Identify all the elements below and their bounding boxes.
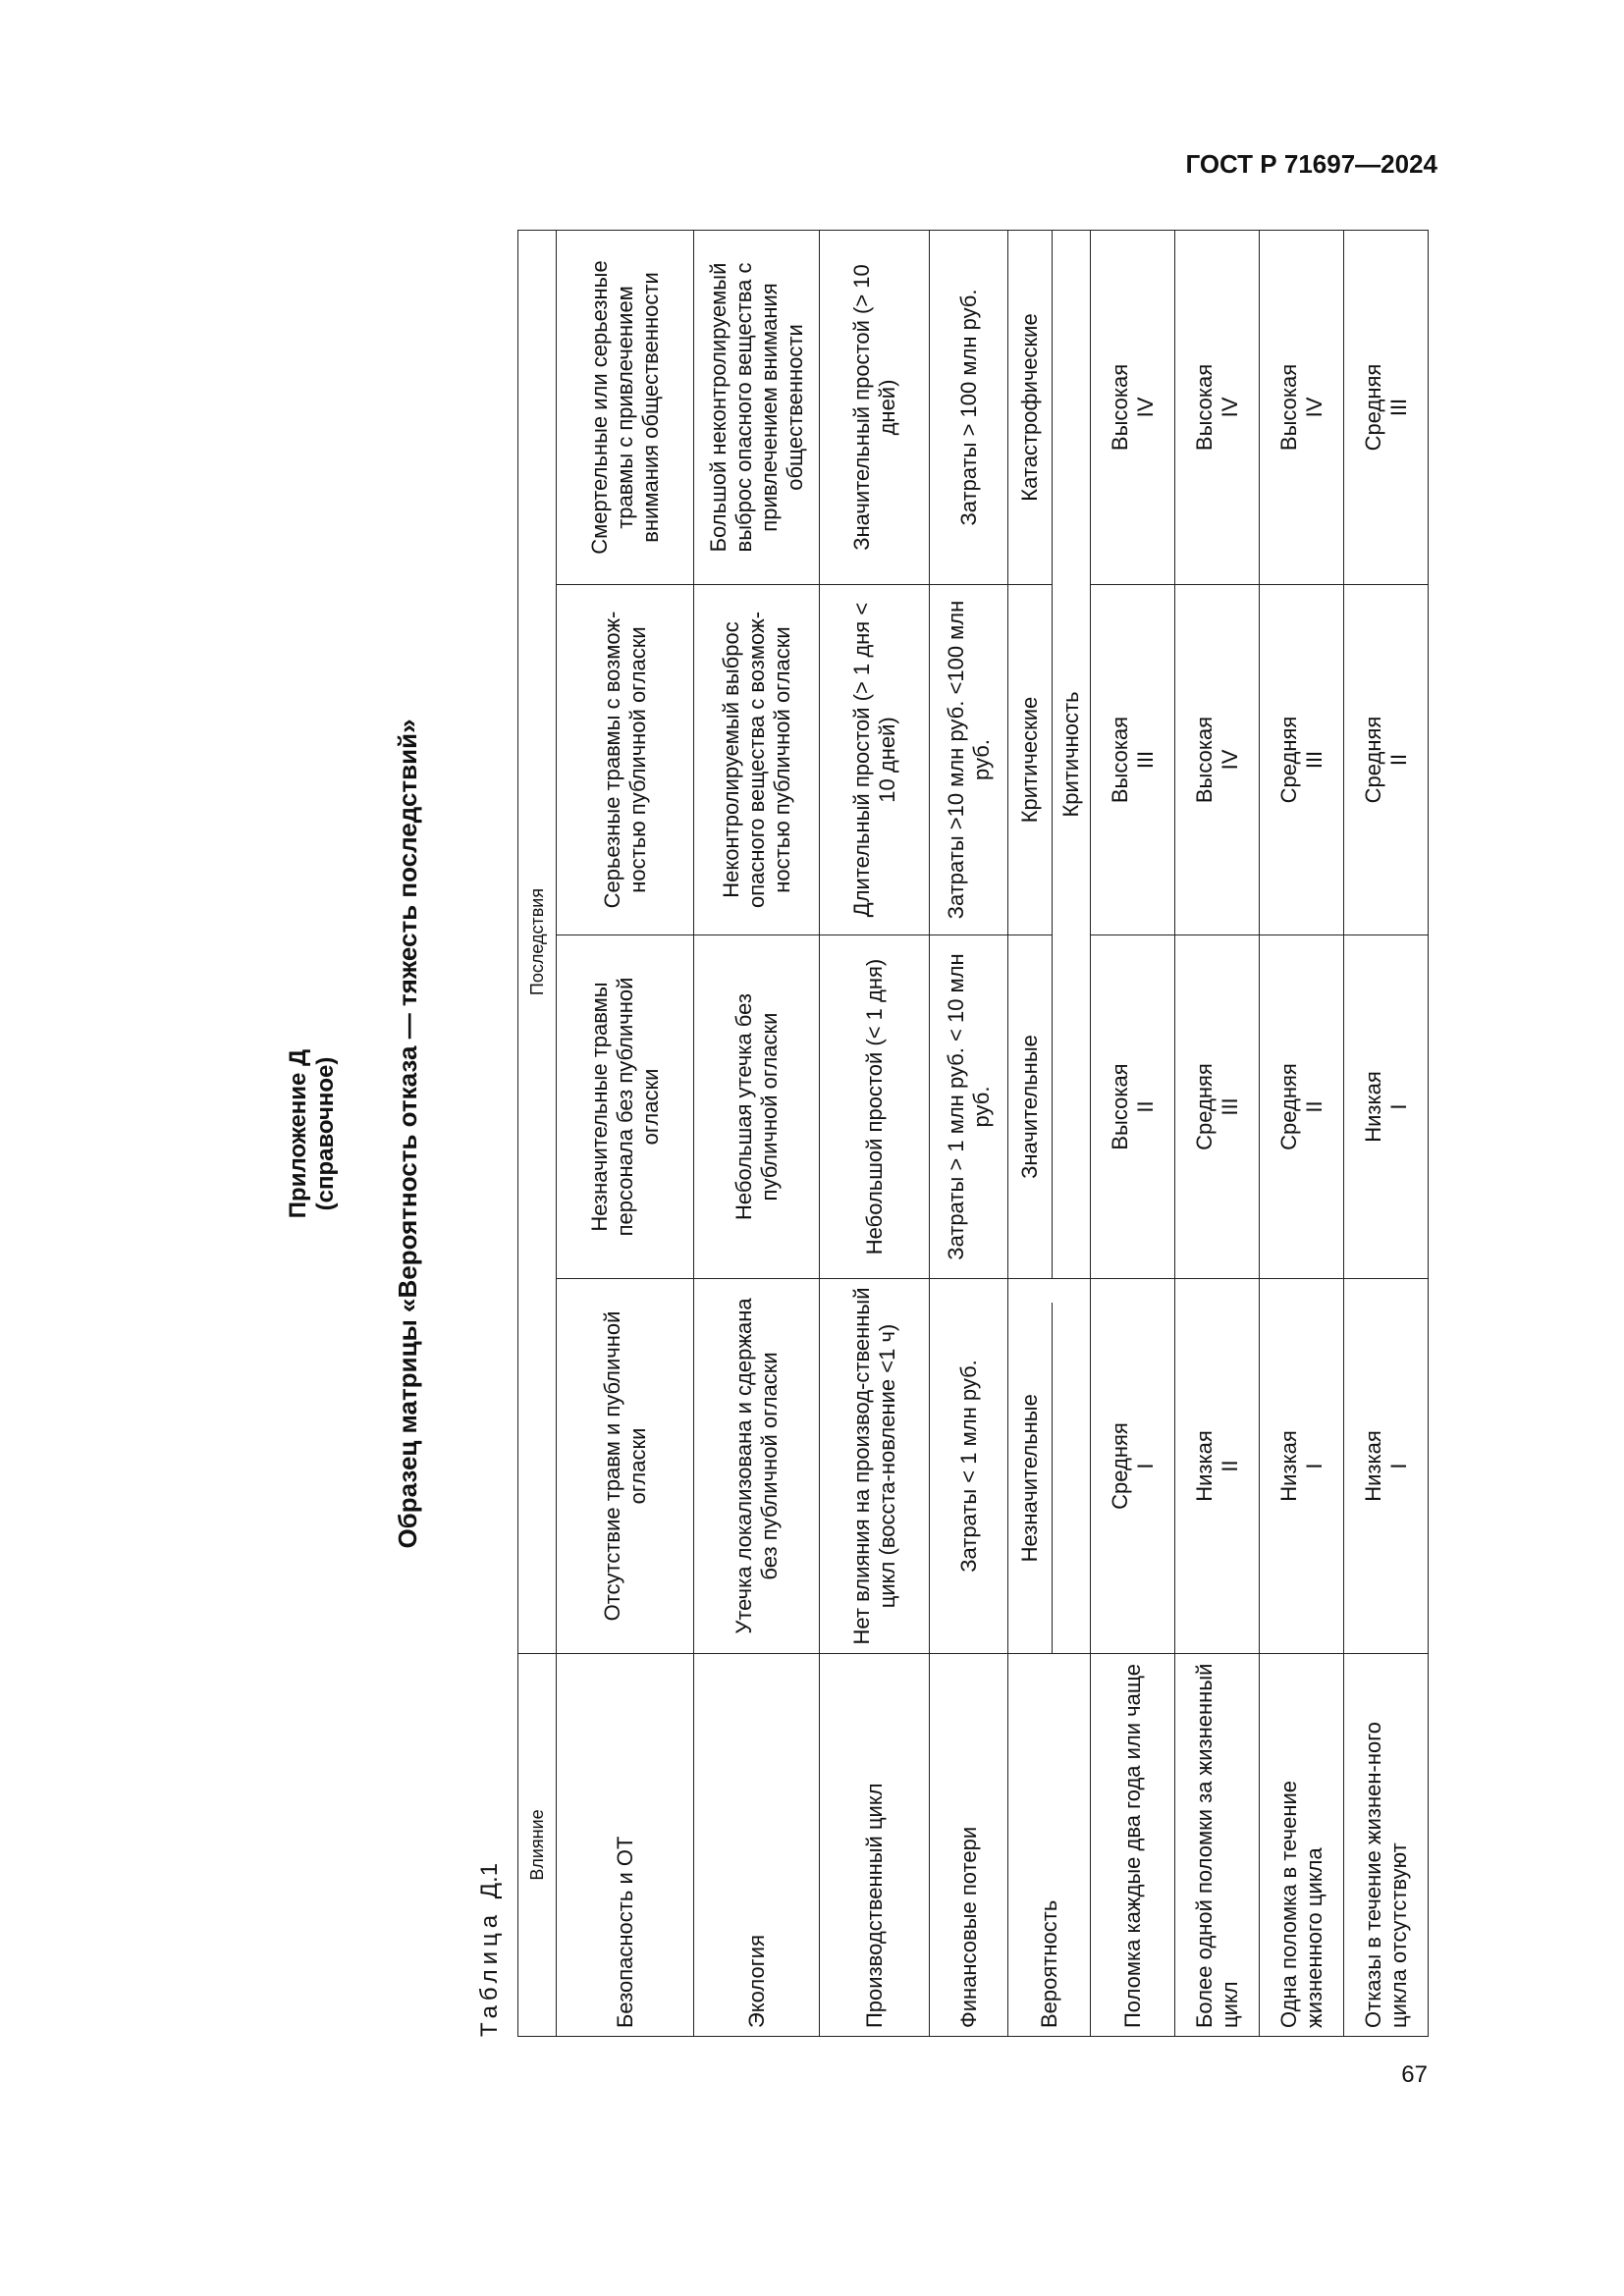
criticality-class: I <box>1132 1463 1158 1469</box>
criticality-cell <box>1091 230 1175 584</box>
page-number: 67 <box>1401 2061 1428 2088</box>
consequence-cell: Небольшая утечка без публичной огласки <box>694 935 820 1279</box>
consequence-cell: Смертельные или серьезные травмы с привлечением внимания общественности <box>557 230 694 584</box>
table-title: Образец матрицы «Вероятность отказа — тяжесть последствий» <box>393 719 422 1549</box>
criticality-class: III <box>1217 1097 1242 1116</box>
probability-label-cell: Одна поломка в течение жизненного цикла <box>1260 1654 1344 2037</box>
influence-row <box>557 230 694 2036</box>
criticality-class: IV <box>1217 397 1242 418</box>
criticality-cell <box>1175 1279 1260 1654</box>
criticality-class: IV <box>1217 749 1242 771</box>
criticality-cell <box>1091 1279 1175 1654</box>
probability-row <box>1175 230 1260 2036</box>
consequence-cell: Незначительные травмы персонала без публичной огласки <box>557 935 694 1279</box>
criticality-class: II <box>1301 1100 1326 1113</box>
criticality-class: I <box>1385 1103 1411 1110</box>
severity-level: Критические <box>1008 585 1053 935</box>
probability-label-cell: Поломка каждые два года или чаще <box>1091 1654 1175 2037</box>
criticality-cell <box>1175 935 1260 1279</box>
criticality-cell <box>1175 585 1260 935</box>
criticality-class: III <box>1132 750 1158 770</box>
criticality-level: Низкая <box>1360 1430 1385 1502</box>
severity-row <box>1008 230 1053 2036</box>
table-caption <box>476 1863 504 2037</box>
criticality-cell <box>1091 585 1175 935</box>
influence-label: Финансовые потери <box>930 1654 1008 2037</box>
spacer-cell <box>1008 1279 1091 1304</box>
criticality-header: Критичность <box>1053 230 1091 1278</box>
risk-matrix-table <box>517 230 1429 2037</box>
influence-label: Производственный цикл <box>820 1654 930 2037</box>
criticality-cell <box>1091 935 1175 1279</box>
influence-row <box>820 230 930 2036</box>
header-row <box>518 230 557 2036</box>
consequence-cell: Затраты >10 млн руб. <100 млн руб. <box>930 585 1008 935</box>
criticality-level: Высокая <box>1107 716 1132 804</box>
document-id: ГОСТ Р 71697—2024 <box>1185 149 1437 179</box>
probability-row <box>1091 230 1175 2036</box>
probability-row <box>1260 230 1344 2036</box>
rotated-page-content <box>280 231 1411 2037</box>
criticality-blank <box>1053 1304 1091 1654</box>
consequences-header: Последствия <box>518 230 557 1653</box>
consequence-cell: Затраты < 1 млн руб. <box>930 1279 1008 1654</box>
appendix-type: (справочное) <box>312 1056 339 1211</box>
criticality-cell <box>1260 935 1344 1279</box>
consequence-cell: Отсутствие травм и публичной огласки <box>557 1279 694 1654</box>
criticality-level: Низкая <box>1191 1430 1217 1502</box>
probability-row <box>1344 230 1429 2036</box>
influence-row <box>930 230 1008 2036</box>
severity-level: Незначительные <box>1008 1304 1053 1654</box>
influence-label: Экология <box>694 1654 820 2037</box>
criticality-level: Средняя <box>1275 1063 1301 1150</box>
criticality-class: III <box>1385 398 1411 417</box>
consequence-cell: Длительный простой (> 1 дня < 10 дней) <box>820 585 930 935</box>
criticality-level: Средняя <box>1191 1063 1217 1150</box>
criticality-cell <box>1175 230 1260 584</box>
influence-header: Влияние <box>518 1654 557 2037</box>
criticality-level: Средняя <box>1275 716 1301 804</box>
consequence-cell: Затраты > 1 млн руб. < 10 млн руб. <box>930 935 1008 1279</box>
criticality-class: II <box>1132 1100 1158 1113</box>
consequence-cell: Небольшой простой (< 1 дня) <box>820 935 930 1279</box>
criticality-class: IV <box>1301 397 1326 418</box>
criticality-level: Высокая <box>1107 1063 1132 1150</box>
criticality-level: Средняя <box>1360 363 1385 452</box>
severity-level: Катастрофические <box>1008 230 1053 584</box>
criticality-level: Высокая <box>1191 716 1217 804</box>
criticality-cell <box>1344 1279 1429 1654</box>
influence-row <box>694 230 820 2036</box>
criticality-class: IV <box>1132 397 1158 418</box>
consequence-cell: Неконтролируемый выброс опасного вещества с возмож-ностью публичной огласки <box>694 585 820 935</box>
criticality-level: Низкая <box>1275 1430 1301 1502</box>
appendix-title: Приложение Д <box>285 1048 311 1219</box>
severity-level: Значительные <box>1008 935 1053 1279</box>
criticality-class: III <box>1301 750 1326 770</box>
criticality-cell <box>1260 585 1344 935</box>
table-number: Д.1 <box>476 1862 503 1899</box>
criticality-level: Высокая <box>1275 363 1301 452</box>
criticality-cell <box>1260 1279 1344 1654</box>
consequence-cell: Затраты > 100 млн руб. <box>930 230 1008 584</box>
criticality-class: II <box>1217 1460 1242 1472</box>
criticality-level: Низкая <box>1360 1071 1385 1143</box>
probability-label-cell: Более одной поломки за жизненный цикл <box>1175 1654 1260 2037</box>
criticality-level: Высокая <box>1107 363 1132 452</box>
probability-label-cell: Отказы в течение жизнен-ного цикла отсутствуют <box>1344 1654 1429 2037</box>
consequence-cell: Утечка локализована и сдержана без публичной огласки <box>694 1279 820 1654</box>
criticality-class: I <box>1385 1463 1411 1469</box>
consequence-cell: Большой неконтролируемый выброс опасного вещества с привлечением внимания общественности <box>694 230 820 584</box>
criticality-cell <box>1344 585 1429 935</box>
consequence-cell: Серьезные травмы с возмож-ностью публичной огласки <box>557 585 694 935</box>
criticality-level: Высокая <box>1191 363 1217 452</box>
criticality-cell <box>1260 230 1344 584</box>
criticality-level: Средняя <box>1107 1422 1132 1510</box>
consequence-cell: Нет влияния на производ-ственный цикл (восста-новление <1 ч) <box>820 1279 930 1654</box>
criticality-class: II <box>1385 753 1411 767</box>
probability-label: Вероятность <box>1008 1654 1091 2037</box>
table-label: Таблица <box>476 1909 503 2037</box>
influence-label: Безопасность и ОТ <box>557 1654 694 2037</box>
criticality-level: Средняя <box>1360 716 1385 804</box>
consequence-cell: Значительный простой (> 10 дней) <box>820 230 930 584</box>
criticality-cell <box>1344 935 1429 1279</box>
criticality-cell <box>1344 230 1429 584</box>
criticality-class: I <box>1301 1463 1326 1469</box>
